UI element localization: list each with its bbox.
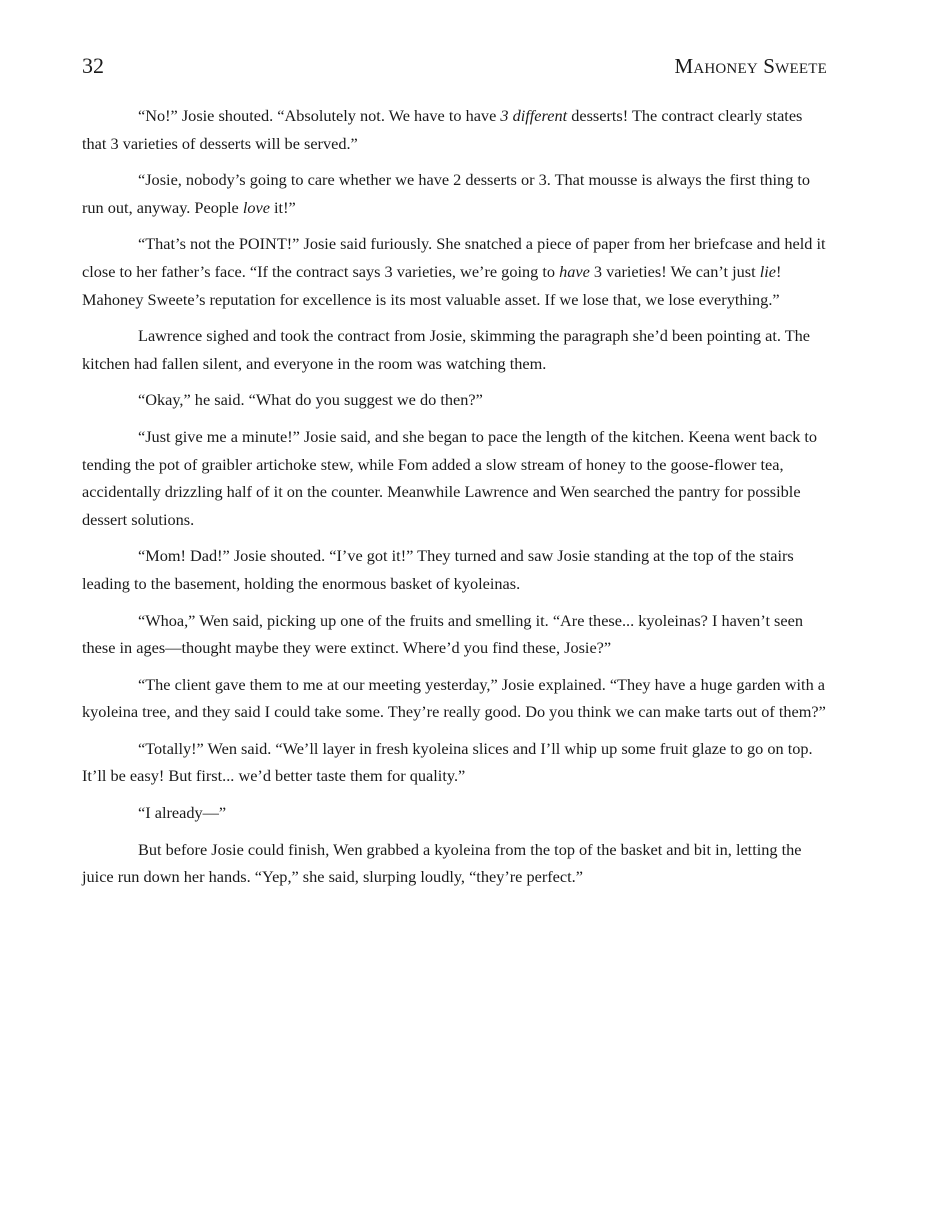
emphasized-text: love (242, 197, 270, 217)
paragraph (82, 735, 827, 790)
paragraph (82, 102, 827, 157)
paragraph-text: But before Josie could finish, Wen grabbed a kyoleina from the top of the basket and bit in, letting the juice run down her hands. “Yep,” she said, slurping loudly, “they’re perfect.” (82, 839, 802, 887)
body-text (82, 102, 827, 900)
paragraph-text: “I already—” (138, 803, 227, 823)
paragraph-text: ! Mahoney Sweete’s reputation for excellence is its most valuable asset. If we lose that, we lose everything.” (82, 261, 782, 309)
paragraph-text: “Just give me a minute!” Josie said, and she began to pace the length of the kitchen. Keena went back to tending the pot of graibler artichoke stew, while Fom added a slow stream of honey to the goose-flower tea, accidentally drizzling half of it on the counter. Meanwhile Lawrence and Wen searched the pantry for possible dessert solutions. (82, 426, 818, 529)
paragraph (82, 166, 827, 221)
paragraph-text: “The client gave them to me at our meeting yesterday,” Josie explained. “They have a huge garden with a kyoleina tree, and they said I could take some. They’re really good. Do you think we can make tarts out of them?” (82, 674, 826, 722)
paragraph-text: “No!” Josie shouted. “Absolutely not. We have to have (138, 106, 501, 125)
paragraph (82, 322, 827, 377)
paragraph (82, 671, 827, 726)
paragraph-text: “That’s not the POINT!” Josie said furiously. She snatched a piece of paper from her briefcase and held it close to her father’s face. “If the contract says 3 varieties, we’re going to (82, 234, 826, 281)
paragraph-text: “Whoa,” Wen said, picking up one of the fruits and smelling it. “Are these... kyoleinas? I haven’t seen these in ages—thought maybe they were extinct. Where’d you find these, Josie?” (82, 610, 803, 658)
paragraph (82, 230, 827, 313)
paragraph-text: it!” (269, 197, 296, 217)
emphasized-text: have (559, 261, 590, 281)
emphasized-text: lie (759, 261, 776, 281)
paragraph (82, 386, 827, 414)
paragraph (82, 799, 827, 827)
paragraph (82, 423, 827, 533)
paragraph-text: “Okay,” he said. “What do you suggest we do then?” (138, 390, 483, 410)
page-number: 32 (82, 53, 104, 78)
book-page (82, 0, 827, 1211)
paragraph-text: “Josie, nobody’s going to care whether we have 2 desserts or 3. That mousse is always the first thing to run out, anyway. People (82, 170, 811, 217)
paragraph-text: 3 varieties! We can’t just (589, 261, 760, 281)
paragraph-text: “Totally!” Wen said. “We’ll layer in fresh kyoleina slices and I’ll whip up some fruit glaze to go on top. It’ll be easy! But first... we’d better taste them for quality.” (82, 738, 813, 786)
paragraph-text: desserts! The contract clearly states that 3 varieties of desserts will be served.” (82, 106, 803, 153)
emphasized-text: 3 different (500, 106, 568, 125)
paragraph (82, 542, 827, 597)
paragraph-text: Lawrence sighed and took the contract from Josie, skimming the paragraph she’d been pointing at. The kitchen had fallen silent, and everyone in the room was watching them. (82, 326, 811, 373)
running-header (82, 52, 827, 80)
paragraph (82, 607, 827, 662)
paragraph (82, 836, 827, 891)
running-title: Mahoney Sweete (674, 54, 827, 78)
paragraph-text: “Mom! Dad!” Josie shouted. “I’ve got it!” They turned and saw Josie standing at the top of the stairs leading to the basement, holding the enormous basket of kyoleinas. (82, 546, 794, 593)
